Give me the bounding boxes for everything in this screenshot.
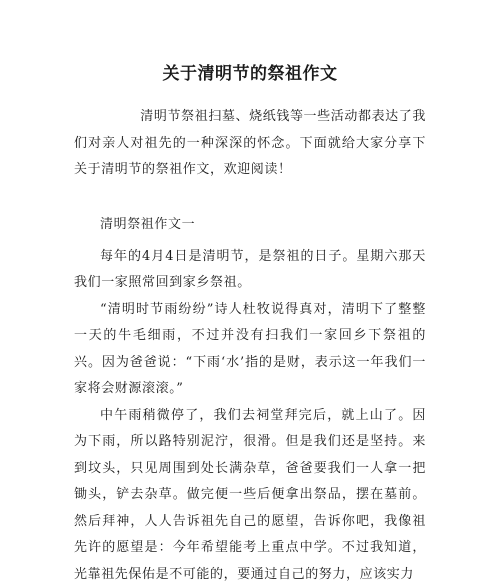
body-paragraph-3: 中午雨稍微停了，我们去祠堂拜完后，就上山了。因为下雨，所以路特别泥泞，很滑。但是我们还是坚持。来到坟头，只见周围到处长满杂草，爸爸要我们一人拿一把锄头，铲去杂草。做完便一些后便拿出祭品，摆在墓前。然后拜神，人人告诉祖先自己的愿望，告诉你吧，我像祖先许的愿望是：今年希望能考上重点中学。不过我知道，光靠祖先保佑是不可能的，要通过自己的努力，应该实力 bbox=[74, 403, 426, 588]
intro-paragraph: 清明节祭祖扫墓、烧纸钱等一些活动都表达了我们对亲人对祖先的一种深深的怀念。下面就给大家分享下关于清明节的祭祖作文，欢迎阅读！ bbox=[74, 104, 426, 184]
document-title: 关于清明节的祭祖作文 bbox=[74, 62, 426, 86]
section-heading: 清明祭祖作文一 bbox=[74, 212, 426, 238]
body-paragraph-2: “清明时节雨纷纷”诗人杜牧说得真对，清明下了整整一天的牛毛细雨，不过并没有扫我们一家回乡下祭祖的兴。因为爸爸说：“下雨‘水’指的是财，表示这一年我们一家将会财源滚滚。” bbox=[74, 297, 426, 403]
body-paragraph-1: 每年的4月4日是清明节，是祭祖的日子。星期六那天我们一家照常回到家乡祭祖。 bbox=[74, 244, 426, 297]
